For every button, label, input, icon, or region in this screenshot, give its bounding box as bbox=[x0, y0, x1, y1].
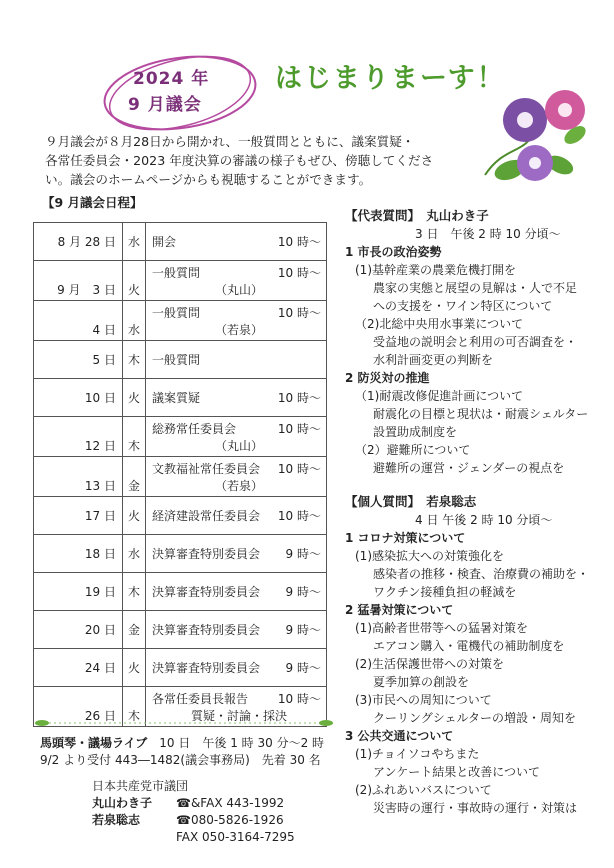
event-name: 決算審査特別委員会 bbox=[152, 585, 261, 599]
topic-line: 耐震化の目標と現状は・耐震シェルター bbox=[373, 407, 589, 421]
schedule-date: 5 日 bbox=[34, 341, 123, 379]
topic-title: 1 コロナ対策について bbox=[345, 531, 466, 545]
contact-number: ☎&FAX 443-1992 bbox=[176, 796, 285, 810]
event-time: 10 時～ bbox=[277, 509, 321, 523]
question-topic bbox=[345, 243, 610, 369]
schedule-date: 13 日 bbox=[34, 457, 123, 497]
schedule-weekday: 水 bbox=[123, 301, 146, 341]
contact-block bbox=[92, 778, 295, 846]
topic-line: (2)生活保護世帯への対策を bbox=[355, 657, 504, 671]
schedule-row bbox=[34, 301, 327, 341]
contact-name bbox=[92, 829, 176, 846]
event-time: 10 時～ bbox=[277, 391, 321, 405]
event-name: 総務常任委員会 bbox=[152, 421, 237, 436]
live-time: 午後 1 時 30 分～2 時 bbox=[202, 736, 325, 750]
schedule-row bbox=[34, 457, 327, 497]
schedule-weekday: 火 bbox=[123, 261, 146, 301]
schedule-row bbox=[34, 261, 327, 301]
schedule-weekday: 木 bbox=[123, 417, 146, 457]
question-time: 3 日 午後 2 時 10 分頃～ bbox=[415, 227, 561, 241]
topic-line: ワクチン接種負担の軽減を bbox=[373, 585, 517, 599]
topic-line: 農家の実態と展望の見解は・人で不足 bbox=[373, 281, 578, 295]
schedule-row bbox=[34, 573, 327, 611]
live-event bbox=[40, 735, 324, 769]
topic-line: (1)感染拡大への対策強化を bbox=[355, 549, 504, 563]
schedule-date: 4 日 bbox=[34, 301, 123, 341]
schedule-row bbox=[34, 341, 327, 379]
schedule-row bbox=[34, 497, 327, 535]
event-time: 10 時～ bbox=[277, 235, 321, 249]
schedule-event bbox=[146, 611, 327, 649]
topic-line: （2)北総中央用水事業について bbox=[355, 317, 524, 331]
schedule-date: 18 日 bbox=[34, 535, 123, 573]
event-time: 9 時～ bbox=[285, 623, 321, 637]
intro-line: 各常任委員会・2023 年度決算の審議の様子もぜひ、傍聴してくださ bbox=[45, 153, 434, 168]
topic-line: （1)耐震改修促進計画について bbox=[355, 389, 524, 403]
event-name: 議案質疑 bbox=[152, 391, 201, 405]
event-name: 一般質問 bbox=[152, 265, 201, 280]
event-time: 10 時～ bbox=[277, 461, 321, 476]
event-sub: （丸山） bbox=[214, 282, 263, 297]
topic-title: 1 市長の政治姿勢 bbox=[345, 245, 442, 259]
headline: はじまりまーす！ bbox=[275, 63, 506, 94]
schedule-date: 17 日 bbox=[34, 497, 123, 535]
question-time: 4 日 午後 2 時 10 分頃～ bbox=[415, 513, 553, 527]
questions-column bbox=[345, 207, 610, 817]
question-topic bbox=[345, 727, 610, 817]
topic-line: (1)チョイソコやちまた bbox=[355, 747, 480, 761]
title-session: 9 月議会 bbox=[128, 95, 202, 115]
question-topic bbox=[345, 529, 610, 601]
event-time: 10 時～ bbox=[277, 691, 321, 706]
question-heading: 【個人質問】 若泉聡志 bbox=[345, 494, 477, 509]
contact-name: 若泉聡志 bbox=[92, 813, 141, 827]
schedule-weekday: 水 bbox=[123, 223, 146, 261]
schedule-weekday: 火 bbox=[123, 497, 146, 535]
event-name: 開会 bbox=[152, 235, 177, 249]
event-time: 9 時～ bbox=[285, 661, 321, 675]
topic-line: 設置助成制度を bbox=[373, 425, 458, 439]
schedule-weekday: 火 bbox=[123, 379, 146, 417]
event-sub: 質疑・討論・採決 bbox=[190, 708, 287, 723]
live-registration: 9/2 より受付 443―1482(議会事務局) 先着 30 名 bbox=[40, 753, 321, 767]
schedule-event bbox=[146, 301, 327, 341]
topic-line: への支援を・ワイン特区について bbox=[373, 299, 553, 313]
live-title: 馬頭琴・議場ライブ bbox=[40, 736, 148, 750]
schedule-date: 9 月 3 日 bbox=[34, 261, 123, 301]
event-name: 経済建設常任委員会 bbox=[152, 509, 261, 523]
schedule-date: 26 日 bbox=[34, 687, 123, 727]
event-name: 一般質問 bbox=[152, 305, 201, 320]
schedule-row bbox=[34, 223, 327, 261]
schedule-date: 24 日 bbox=[34, 649, 123, 687]
topic-line: (1)高齢者世帯等への猛暑対策を bbox=[355, 621, 528, 635]
event-sub: （若泉） bbox=[214, 478, 263, 493]
vine-divider bbox=[34, 716, 334, 730]
schedule-event bbox=[146, 573, 327, 611]
schedule-weekday: 木 bbox=[123, 341, 146, 379]
event-name: 決算審査特別委員会 bbox=[152, 547, 261, 561]
schedule-date: 10 日 bbox=[34, 379, 123, 417]
schedule-weekday: 火 bbox=[123, 649, 146, 687]
schedule-date: 19 日 bbox=[34, 573, 123, 611]
schedule-event bbox=[146, 649, 327, 687]
contact-org: 日本共産党市議団 bbox=[92, 779, 189, 793]
schedule-date: 8 月 28 日 bbox=[34, 223, 123, 261]
event-name: 決算審査特別委員会 bbox=[152, 661, 261, 675]
topic-title: 3 公共交通について bbox=[345, 729, 454, 743]
schedule-weekday: 木 bbox=[123, 573, 146, 611]
live-date: 10 日 bbox=[159, 736, 191, 750]
topic-line: （2）避難所について bbox=[355, 443, 471, 457]
schedule-title: 【9 月議会日程】 bbox=[42, 195, 143, 210]
contact-number: FAX 050-3164-7295 bbox=[176, 830, 295, 844]
topic-line: クーリングシェルターの増設・周知を bbox=[373, 711, 577, 725]
question-section bbox=[345, 207, 610, 477]
event-name: 文教福祉常任委員会 bbox=[152, 461, 261, 476]
topic-line: (3)市民への周知について bbox=[355, 693, 492, 707]
schedule-table bbox=[33, 222, 327, 727]
event-name: 決算審査特別委員会 bbox=[152, 623, 261, 637]
schedule-weekday: 金 bbox=[123, 611, 146, 649]
morning-glory-icon bbox=[465, 75, 605, 195]
schedule-event bbox=[146, 535, 327, 573]
schedule-row bbox=[34, 649, 327, 687]
event-time: 10 時～ bbox=[277, 421, 321, 436]
event-time: 10 時～ bbox=[277, 265, 321, 280]
schedule-weekday: 金 bbox=[123, 457, 146, 497]
topic-line: 夏季加算の創設を bbox=[373, 675, 470, 689]
schedule-row bbox=[34, 417, 327, 457]
event-time: 10 時～ bbox=[277, 305, 321, 320]
topic-line: (2)ふれあいバスについて bbox=[355, 783, 492, 797]
intro-text bbox=[45, 132, 445, 189]
event-time: 9 時～ bbox=[285, 585, 321, 599]
schedule-event bbox=[146, 497, 327, 535]
title-year: 2024 年 bbox=[133, 69, 210, 89]
topic-line: アンケート結果と改善について bbox=[373, 765, 541, 779]
topic-line: (1)基幹産業の農業危機打開を bbox=[355, 263, 516, 277]
schedule-event bbox=[146, 261, 327, 301]
event-sub: （丸山） bbox=[214, 438, 263, 453]
contact-line bbox=[92, 795, 295, 812]
event-name: 一般質問 bbox=[152, 353, 201, 367]
schedule-row bbox=[34, 379, 327, 417]
contact-line bbox=[92, 829, 295, 846]
intro-line: ９月議会が８月28日から開かれ、一般質問とともに、議案質疑・ bbox=[45, 134, 415, 149]
schedule-event bbox=[146, 457, 327, 497]
event-sub: （若泉） bbox=[214, 322, 263, 337]
topic-title: 2 防災対の推進 bbox=[345, 371, 430, 385]
schedule-weekday: 木 bbox=[123, 687, 146, 727]
contact-name: 丸山わき子 bbox=[92, 796, 153, 810]
topic-title: 2 猛暑対策について bbox=[345, 603, 454, 617]
schedule-event bbox=[146, 223, 327, 261]
intro-line: い。議会のホームページからも視聴することができます。 bbox=[45, 172, 372, 187]
schedule-row bbox=[34, 611, 327, 649]
question-section bbox=[345, 493, 610, 817]
question-topic bbox=[345, 369, 610, 477]
topic-line: 避難所の運営・ジェンダーの視点を bbox=[373, 461, 565, 475]
schedule-date: 12 日 bbox=[34, 417, 123, 457]
topic-line: エアコン購入・電機代の補助制度を bbox=[373, 639, 565, 653]
question-topic bbox=[345, 601, 610, 727]
contact-line bbox=[92, 812, 295, 829]
schedule-row bbox=[34, 535, 327, 573]
schedule-weekday: 水 bbox=[123, 535, 146, 573]
schedule-event bbox=[146, 417, 327, 457]
event-time: 9 時～ bbox=[285, 547, 321, 561]
schedule-event bbox=[146, 379, 327, 417]
topic-line: 受益地の説明会と利用の可否調査を・ bbox=[373, 335, 578, 349]
schedule-date: 20 日 bbox=[34, 611, 123, 649]
topic-line: 水利計画変更の判断を bbox=[373, 353, 494, 367]
event-name: 各常任委員長報告 bbox=[152, 691, 249, 706]
topic-line: 感染者の推移・検査、治療費の補助を・ bbox=[373, 567, 590, 581]
schedule-event bbox=[146, 341, 327, 379]
contact-number: ☎080-5826-1926 bbox=[176, 813, 284, 827]
question-heading: 【代表質問】 丸山わき子 bbox=[345, 208, 489, 223]
topic-line: 災害時の運行・事故時の運行・対策は bbox=[373, 801, 578, 815]
